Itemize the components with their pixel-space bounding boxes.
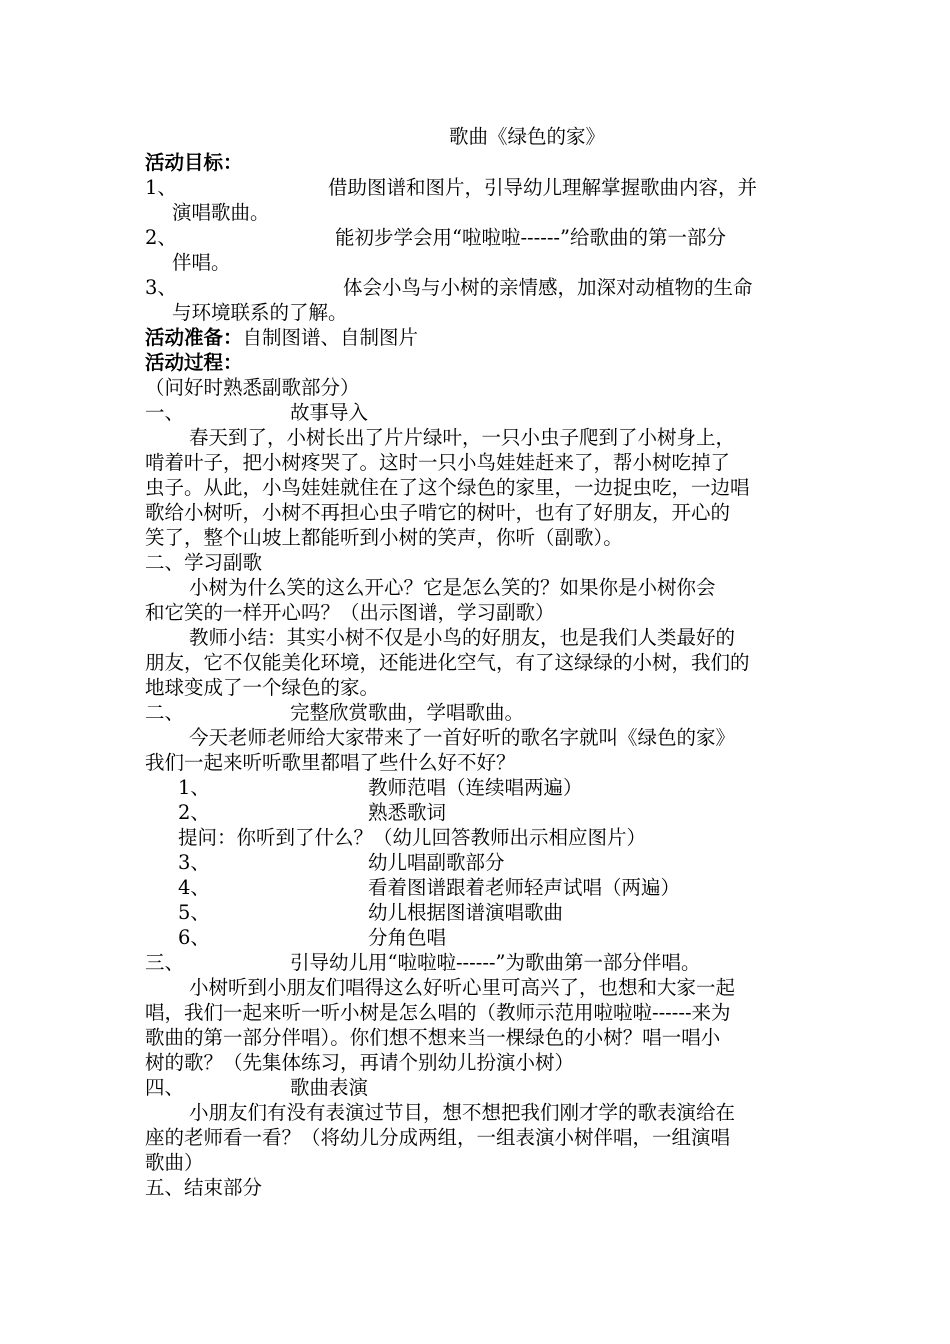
section-2-para1-line: 和它笑的一样开心吗？（出示图谱，学习副歌） (145, 601, 555, 624)
step-6-text: 分角色唱 (368, 926, 447, 949)
section-5-number: 四、 (145, 1076, 185, 1099)
section-4-para-line: 唱，我们一起来听一听小树是怎么唱的（教师示范用啦啦啦------来为 (145, 1001, 731, 1024)
section-1-para-line: 笑了，整个山坡上都能听到小树的笑声，你听（副歌）。 (145, 526, 623, 549)
section-3-title: 完整欣赏歌曲，学唱歌曲。 (290, 701, 525, 724)
section-1-number: 一、 (145, 401, 185, 424)
section-2-para2-line: 地球变成了一个绿色的家。 (145, 676, 380, 699)
section-5-para-line: 座的老师看一看？（将幼儿分成两组，一组表演小树伴唱，一组演唱 (145, 1126, 731, 1149)
goal-3-line-2: 与环境联系的了解。 (172, 301, 348, 324)
goal-3-number: 3、 (145, 276, 177, 299)
step-2-number: 2、 (178, 801, 210, 824)
section-2-title: 二、学习副歌 (145, 551, 263, 574)
section-4-number: 三、 (145, 951, 185, 974)
prep-line (145, 325, 418, 351)
prep-text: 自制图谱、自制图片 (242, 326, 419, 349)
prep-heading: 活动准备： (145, 326, 243, 349)
goal-3-line-1: 体会小鸟与小树的亲情感，加深对动植物的生命 (343, 276, 753, 299)
section-5-para-line: 小朋友们有没有表演过节目，想不想把我们刚才学的歌表演给在 (189, 1101, 736, 1124)
process-intro: （问好时熟悉副歌部分） (145, 376, 360, 399)
goal-2-number: 2、 (145, 226, 177, 249)
section-1-para-line: 啃着叶子，把小树疼哭了。这时一只小鸟娃娃赶来了，帮小树吃掉了 (145, 451, 731, 474)
goal-2-line-2: 伴唱。 (172, 251, 231, 274)
section-1-para-line: 虫子。从此，小鸟娃娃就住在了这个绿色的家里，一边捉虫吃，一边唱 (145, 476, 750, 499)
step-1-number: 1、 (178, 776, 210, 799)
goal-1-number: 1、 (145, 176, 177, 199)
section-4-title: 引导幼儿用“啦啦啦------”为歌曲第一部分伴唱。 (290, 951, 701, 974)
goals-heading: 活动目标： (145, 151, 243, 174)
step-4-number: 4、 (178, 876, 210, 899)
section-3-number: 二、 (145, 701, 185, 724)
document-title: 歌曲《绿色的家》 (449, 125, 606, 148)
process-heading: 活动过程： (145, 351, 243, 374)
question-line: 提问：你听到了什么？（幼儿回答教师出示相应图片） (178, 826, 647, 849)
step-4-text: 看着图谱跟着老师轻声试唱（两遍） (368, 876, 681, 899)
step-3-number: 3、 (178, 851, 210, 874)
step-1-text: 教师范唱（连续唱两遍） (368, 776, 583, 799)
step-6-number: 6、 (178, 926, 210, 949)
section-4-para-line: 歌曲的第一部分伴唱）。你们想不想来当一棵绿色的小树？唱一唱小 (145, 1026, 721, 1049)
section-3-para-line: 我们一起来听听歌里都唱了些什么好不好？ (145, 751, 516, 774)
step-2-text: 熟悉歌词 (368, 801, 447, 824)
goal-1-line-2: 演唱歌曲。 (172, 201, 270, 224)
section-4-para-line: 树的歌？（先集体练习，再请个别幼儿扮演小树） (145, 1051, 575, 1074)
step-3-text: 幼儿唱副歌部分 (368, 851, 505, 874)
goal-2-line-1: 能初步学会用“啦啦啦------”给歌曲的第一部分 (335, 226, 726, 249)
section-2-para1-line: 小树为什么笑的这么开心？它是怎么笑的？如果你是小树你会 (189, 576, 716, 599)
step-5-number: 5、 (178, 901, 210, 924)
section-1-title: 故事导入 (290, 401, 369, 424)
step-5-text: 幼儿根据图谱演唱歌曲 (368, 901, 564, 924)
section-2-para2-line: 朋友，它不仅能美化环境，还能进化空气，有了这绿绿的小树，我们的 (145, 651, 750, 674)
goal-1-line-1: 借助图谱和图片，引导幼儿理解掌握歌曲内容，并 (328, 176, 758, 199)
section-3-para-line: 今天老师老师给大家带来了一首好听的歌名字就叫《绿色的家》 (189, 726, 736, 749)
section-2-para2-line: 教师小结：其实小树不仅是小鸟的好朋友，也是我们人类最好的 (189, 626, 736, 649)
section-4-para-line: 小树听到小朋友们唱得这么好听心里可高兴了，也想和大家一起 (189, 976, 736, 999)
section-6-title: 五、结束部分 (145, 1176, 263, 1199)
section-5-title: 歌曲表演 (290, 1076, 369, 1099)
section-1-para-line: 歌给小树听，小树不再担心虫子啃它的树叶，也有了好朋友，开心的 (145, 501, 731, 524)
section-5-para-line: 歌曲） (145, 1151, 204, 1174)
section-1-para-line: 春天到了，小树长出了片片绿叶，一只小虫子爬到了小树身上， (189, 426, 736, 449)
